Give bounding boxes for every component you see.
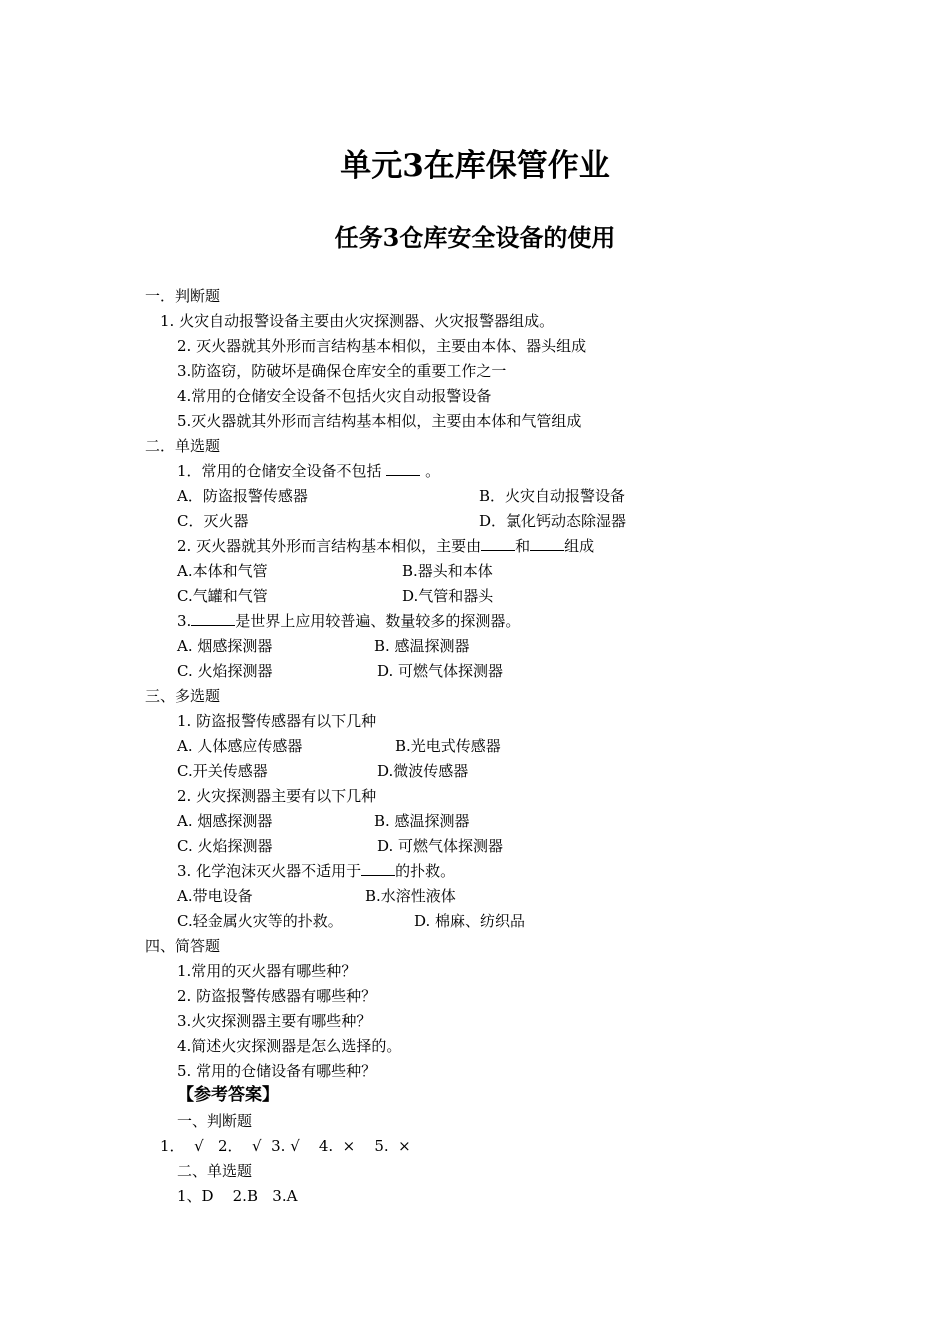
short-q4: 4.简述火灾探测器是怎么选择的。 (177, 1037, 402, 1055)
multi-q1: 1. 防盗报警传感器有以下几种 (177, 712, 377, 730)
single-q2-text: 2. 灭火器就其外形而言结构基本相似，主要由 (177, 537, 482, 555)
short-q1: 1.常用的灭火器有哪些种？ (177, 962, 357, 980)
section-judgment-heading: 一．判断题 (145, 287, 221, 305)
multi-q3 (177, 861, 455, 881)
multi-q1-option-a: A. 人体感应传感器 (177, 737, 303, 755)
multi-q2: 2. 火灾探测器主要有以下几种 (177, 787, 377, 805)
multi-q3-end: 的扑救。 (395, 862, 456, 880)
short-q2: 2. 防盗报警传感器有哪些种？ (177, 987, 377, 1005)
answer-blank (481, 536, 515, 551)
single-q3-option-a: A. 烟感探测器 (177, 637, 273, 655)
judgment-q4: 4.常用的仓储安全设备不包括火灾自动报警设备 (177, 387, 492, 405)
multi-q2-option-b: B. 感温探测器 (374, 812, 470, 830)
judgment-q5: 5.灭火器就其外形而言结构基本相似，主要由本体和气管组成 (177, 412, 582, 430)
multi-q1-option-b: B.光电式传感器 (395, 737, 501, 755)
short-q3: 3.火灾探测器主要有哪些种？ (177, 1012, 372, 1030)
single-q1-option-a: A．防盗报警传感器 (177, 487, 308, 505)
page-title: 单元3在库保管作业 (340, 148, 610, 184)
answer-single-heading: 二、单选题 (177, 1162, 253, 1180)
judgment-q3: 3.防盗窃，防破坏是确保仓库安全的重要工作之一 (177, 362, 507, 380)
single-q3-option-d: D. 可燃气体探测器 (377, 662, 504, 680)
single-q2-option-a: A.本体和气管 (177, 562, 268, 580)
answer-blank (191, 611, 235, 626)
answer-judgment-heading: 一、判断题 (177, 1112, 253, 1130)
multi-q3-option-b: B.水溶性液体 (365, 887, 456, 905)
answer-single-values: 1、D 2.B 3.A (177, 1187, 298, 1205)
single-q3-option-b: B. 感温探测器 (374, 637, 470, 655)
multi-q3-option-c: C.轻金属火灾等的扑救。 (177, 912, 343, 930)
single-q1-text: 1．常用的仓储安全设备不包括 (177, 462, 382, 480)
multi-q1-option-c: C.开关传感器 (177, 762, 268, 780)
single-q1-end: 。 (425, 462, 441, 480)
single-q3 (177, 611, 520, 631)
single-q1-option-b: B．火灾自动报警设备 (479, 487, 626, 505)
single-q2-option-d: D.气管和器头 (402, 587, 494, 605)
single-q2-mid: 和 (515, 537, 531, 555)
single-q2-end: 组成 (564, 537, 595, 555)
multi-q3-text: 3. 化学泡沫灭火器不适用于 (177, 862, 362, 880)
section-multiple-choice-heading: 三、多选题 (145, 687, 221, 705)
multi-q3-option-a: A.带电设备 (177, 887, 253, 905)
answer-blank (386, 461, 420, 476)
single-q2 (177, 536, 594, 556)
answer-key-heading: 【参考答案】 (177, 1085, 279, 1105)
judgment-q1: 1. 火灾自动报警设备主要由火灾探测器、火灾报警器组成。 (160, 312, 555, 330)
single-q1 (177, 461, 440, 481)
multi-q2-option-d: D. 可燃气体探测器 (377, 837, 504, 855)
answer-blank (530, 536, 564, 551)
single-q2-option-b: B.器头和本体 (402, 562, 493, 580)
section-single-choice-heading: 二．单选题 (145, 437, 221, 455)
answer-judgment-values: 1． √ 2． √ 3. √ 4. × 5. × (160, 1137, 411, 1155)
single-q3-number: 3. (177, 612, 192, 630)
multi-q1-option-d: D.微波传感器 (377, 762, 469, 780)
answer-blank (361, 861, 395, 876)
single-q1-option-c: C．灭火器 (177, 512, 249, 530)
short-q5: 5. 常用的仓储设备有哪些种？ (177, 1062, 377, 1080)
page-subtitle: 任务3仓库安全设备的使用 (334, 223, 616, 252)
single-q3-text: 是世界上应用较普遍、数量较多的探测器。 (235, 612, 521, 630)
section-short-answer-heading: 四、简答题 (145, 937, 221, 955)
multi-q2-option-c: C. 火焰探测器 (177, 837, 273, 855)
judgment-q2: 2. 灭火器就其外形而言结构基本相似，主要由本体、器头组成 (177, 337, 587, 355)
single-q2-option-c: C.气罐和气管 (177, 587, 268, 605)
multi-q3-option-d: D. 棉麻、纺织品 (414, 912, 526, 930)
multi-q2-option-a: A. 烟感探测器 (177, 812, 273, 830)
single-q1-option-d: D．氯化钙动态除湿器 (479, 512, 627, 530)
single-q3-option-c: C. 火焰探测器 (177, 662, 273, 680)
